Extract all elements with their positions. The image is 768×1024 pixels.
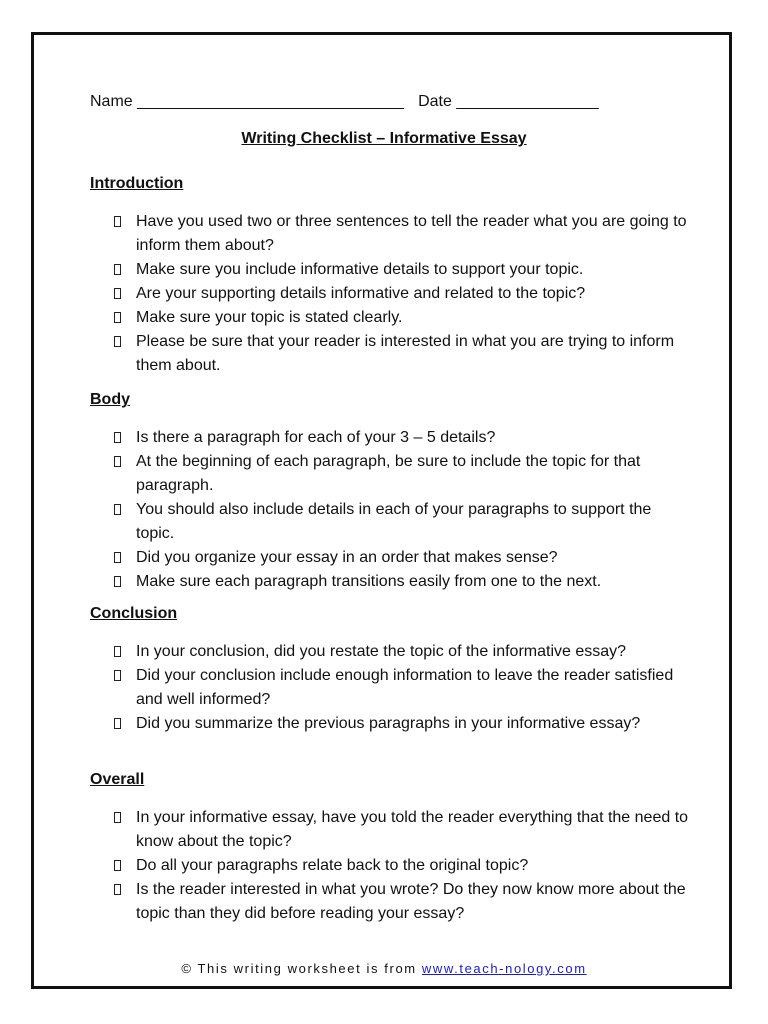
checkbox-icon[interactable]: [114, 432, 121, 443]
checklist-item-text: Is the reader interested in what you wrote? Do they now know more about the topic than they did before reading your essay?: [136, 881, 686, 922]
checklist-item: [113, 306, 693, 330]
section-heading-conclusion: Conclusion: [90, 605, 178, 622]
name-field-label: Name ______________________________: [90, 93, 405, 110]
checklist-item-text: Have you used two or three sentences to tell the reader what you are going to inform them about?: [136, 213, 687, 254]
checkbox-icon[interactable]: [114, 646, 121, 657]
checklist-item: [113, 282, 693, 306]
checkbox-icon[interactable]: [114, 264, 121, 275]
checklist-item-text: Please be sure that your reader is interested in what you are trying to inform them about.: [136, 333, 675, 374]
checklist-item: [113, 806, 693, 854]
checkbox-icon[interactable]: [114, 718, 121, 729]
checkbox-icon[interactable]: [114, 216, 121, 227]
checklist-item-text: At the beginning of each paragraph, be sure to include the topic for that paragraph.: [136, 453, 641, 494]
checklist-item: [113, 640, 693, 664]
checklist-item: [113, 450, 693, 498]
checklist-conclusion: [113, 640, 693, 736]
checkbox-icon[interactable]: [114, 552, 121, 563]
checkbox-icon[interactable]: [114, 670, 121, 681]
checklist-item-text: Make sure each paragraph transitions easily from one to the next.: [136, 573, 602, 590]
checkbox-icon[interactable]: [114, 456, 121, 467]
checkbox-icon[interactable]: [114, 288, 121, 299]
page-title: Writing Checklist – Informative Essay: [241, 130, 527, 147]
checklist-item: [113, 258, 693, 282]
checklist-item-text: Make sure you include informative details to support your topic.: [136, 261, 584, 278]
checklist-item-text: Do all your paragraphs relate back to the original topic?: [136, 857, 529, 874]
checklist-introduction: [113, 210, 693, 378]
checklist-item: [113, 878, 693, 926]
checkbox-icon[interactable]: [114, 884, 121, 895]
date-field-label: Date ________________: [418, 93, 599, 110]
checklist-item: [113, 546, 693, 570]
checklist-item-text: Did you organize your essay in an order that makes sense?: [136, 549, 558, 566]
section-heading-body: Body: [90, 391, 130, 408]
checklist-item: [113, 330, 693, 378]
section-heading-overall: Overall: [90, 771, 145, 788]
checkbox-icon[interactable]: [114, 576, 121, 587]
checklist-item-text: Is there a paragraph for each of your 3 – 5 details?: [136, 429, 496, 446]
checkbox-icon[interactable]: [114, 336, 121, 347]
checkbox-icon[interactable]: [114, 504, 121, 515]
footer-text: © This writing worksheet is from: [181, 961, 422, 976]
checklist-item-text: Did your conclusion include enough information to leave the reader satisfied and well informed?: [136, 667, 674, 708]
checklist-item: [113, 712, 693, 736]
section-heading-introduction: Introduction: [90, 175, 184, 192]
checklist-item-text: Make sure your topic is stated clearly.: [136, 309, 403, 326]
header-line: [90, 93, 599, 111]
checklist-item: [113, 426, 693, 450]
checkbox-icon[interactable]: [114, 312, 121, 323]
checklist-item-text: Are your supporting details informative and related to the topic?: [136, 285, 586, 302]
checklist-item-text: Did you summarize the previous paragraphs in your informative essay?: [136, 715, 641, 732]
checklist-item-text: In your informative essay, have you told the reader everything that the need to know about the topic?: [136, 809, 689, 850]
checklist-body: [113, 426, 693, 594]
checklist-item-text: In your conclusion, did you restate the topic of the informative essay?: [136, 643, 627, 660]
checklist-item: [113, 854, 693, 878]
footer-link[interactable]: www.teach-nology.com: [421, 961, 587, 976]
checklist-item: [113, 570, 693, 594]
checkbox-icon[interactable]: [114, 812, 121, 823]
footer: [0, 961, 768, 976]
checklist-item: [113, 664, 693, 712]
checklist-overall: [113, 806, 693, 926]
checklist-item-text: You should also include details in each of your paragraphs to support the topic.: [136, 501, 652, 542]
checkbox-icon[interactable]: [114, 860, 121, 871]
checklist-item: [113, 498, 693, 546]
checklist-item: [113, 210, 693, 258]
